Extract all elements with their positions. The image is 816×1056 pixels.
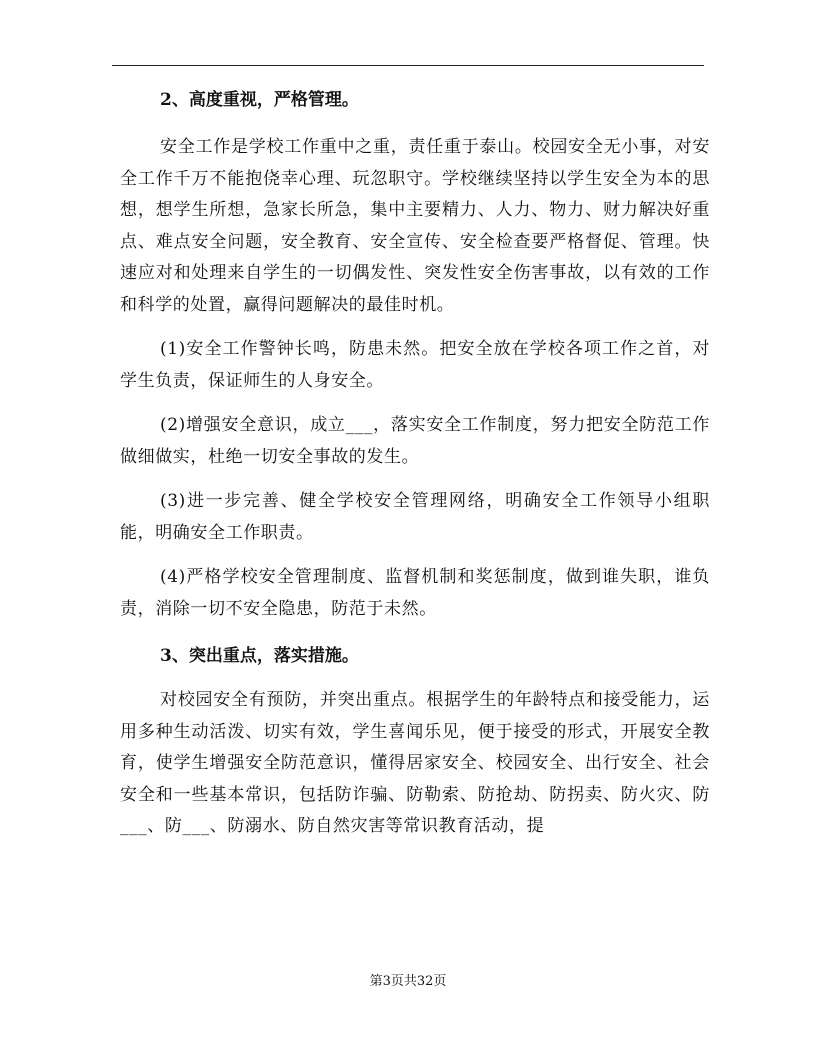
paragraph-item-2: (2)增强安全意识，成立___，落实安全工作制度，努力把安全防范工作做细做实，杜绝一切安全事故的发生。 [120,415,710,467]
section-heading-2: 2、高度重视，严格管理。 [160,90,359,110]
paragraph-item-4: (4)严格学校安全管理制度、监督机制和奖惩制度，做到谁失职，谁负责，消除一切不安全隐患，防范于未然。 [120,567,710,619]
header-rule [112,65,704,66]
page-footer: 第3页共32页 [369,974,447,989]
paragraph-intro: 安全工作是学校工作重中之重，责任重于泰山。校园安全无小事，对安全工作千万不能抱侥幸心理、玩忽职守。学校继续坚持以学生安全为本的思想，想学生所想，急家长所急，集中主要精力、人力、物力、财力解决好重点、难点安全问题，安全教育、安全宣传、安全检查要严格督促、管理。快速应对和处理来自学生的一切偶发性、突发性安全伤害事故，以有效的工作和科学的处置，赢得问题解决的最佳时机。 [120,137,710,315]
paragraph-item-1: (1)安全工作警钟长鸣，防患未然。把安全放在学校各项工作之首，对学生负责，保证师生的人身安全。 [120,339,710,391]
page-body [120,85,710,843]
section-heading-3: 3、突出重点，落实措施。 [160,646,359,666]
paragraph-measures: 对校园安全有预防，并突出重点。根据学生的年龄特点和接受能力，运用多种生动活泼、切实有效，学生喜闻乐见，便于接受的形式，开展安全教育，使学生增强安全防范意识，懂得居家安全、校园安全、出行安全、社会安全和一些基本常识，包括防诈骗、防勒索、防抢劫、防拐卖、防火灾、防___、防___、防溺水、防自然灾害等常识教育活动，提 [120,690,710,836]
paragraph-item-3: (3)进一步完善、健全学校安全管理网络，明确安全工作领导小组职能，明确安全工作职责。 [120,491,710,543]
